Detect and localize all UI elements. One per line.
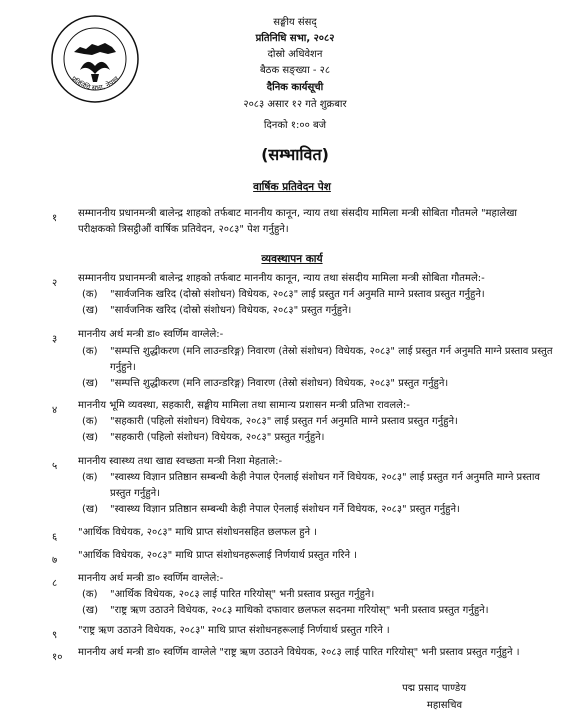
item-2-sub-a: (क) "सार्वजनिक खरिद (दोस्रो संशोधन) विधेयक, २०८३" लाई प्रस्तुत गर्न अनुमति माग्ने प्रस्ताव प्रस्तुत गर्नुहुने। bbox=[82, 289, 485, 300]
item-3-sub-a: (क) "सम्पत्ति शुद्धीकरण (मनि लाउन्डरिङ्ग) निवारण (तेस्रो संशोधन) विधेयक, २०८३" लाई प्रस्तुत गर्न अनुमति माग्ने प्रस्ताव प्रस्तुत गर्नुहुने। bbox=[82, 346, 553, 373]
item-3-number: ३ bbox=[52, 334, 58, 345]
header-session: दोस्रो अधिवेशन bbox=[267, 49, 323, 60]
item-10-text: माननीय अर्थ मन्त्री डा० स्वर्णिम वाग्लेले "राष्ट्र ऋण उठाउने विधेयक, २०८३ लाई पारित गरियोस्" भनी प्रस्ताव प्रस्तुत गर्नुहुने । bbox=[78, 647, 520, 658]
item-7-number: ७ bbox=[52, 555, 58, 566]
item-4-text: माननीय भूमि व्यवस्था, सहकारी, सङ्घीय मामिला तथा सामान्य प्रशासन मन्त्री प्रतिभा रावलले:- bbox=[78, 400, 410, 411]
header-parliament: सङ्घीय संसद् bbox=[273, 17, 317, 28]
item-6-text: "आर्थिक विधेयक, २०८३" माथि प्राप्त संशोधनसहित छलफल हुने । bbox=[78, 527, 318, 538]
parliament-emblem bbox=[50, 14, 140, 104]
item-1-text: सम्माननीय प्रधानमन्त्री बालेन्द्र शाहको तर्फबाट माननीय कानून, न्याय तथा संसदीय मामिला मन्त्री सोबिता गौतमले "महालेखा परीक्षकको त्रिसट्ठीऔं वार्षिक प्रतिवेदन, २०८३" पेश गर्नुहुने। bbox=[78, 208, 517, 235]
item-3-sub-b: (ख) "सम्पत्ति शुद्धीकरण (मनि लाउन्डरिङ्ग) निवारण (तेस्रो संशोधन) विधेयक, २०८३" प्रस्तुत गर्नुहुने। bbox=[82, 378, 449, 389]
emblem-text: प्रतिनिधि सभा, नेपाल bbox=[69, 74, 121, 93]
item-3-text: माननीय अर्थ मन्त्री डा० स्वर्णिम वाग्लेले:- bbox=[78, 329, 224, 340]
item-8-text: माननीय अर्थ मन्त्री डा० स्वर्णिम वाग्लेले:- bbox=[78, 573, 224, 584]
item-4-number: ४ bbox=[52, 405, 58, 416]
item-10-number: १० bbox=[52, 652, 63, 663]
signatory-name: पद्म प्रसाद पाण्डेय bbox=[402, 683, 466, 694]
item-7-text: "आर्थिक विधेयक, २०८३" माथि प्राप्त संशोधनहरूलाई निर्णयार्थ प्रस्तुत गरिने । bbox=[78, 550, 358, 561]
item-1-number: १ bbox=[52, 213, 58, 224]
item-6-number: ६ bbox=[52, 532, 58, 543]
item-9-text: "राष्ट्र ऋण उठाउने विधेयक, २०८३" माथि प्राप्त संशोधनहरूलाई निर्णयार्थ प्रस्तुत गरिने । bbox=[78, 625, 390, 636]
header-house: प्रतिनिधि सभा, २०८२ bbox=[255, 33, 335, 44]
section-legislation: व्यवस्थापन कार्य bbox=[261, 253, 323, 265]
header-agenda-title: दैनिक कार्यसूची bbox=[266, 82, 324, 93]
item-5-sub-a: (क) "स्वास्थ्य विज्ञान प्रतिष्ठान सम्बन्धी केही नेपाल ऐनलाई संशोधन गर्ने विधेयक, २०८३" लाई प्रस्तुत गर्न अनुमति माग्ने प्रस्ताव प्रस्तुत गर्नुहुने। bbox=[82, 472, 540, 499]
header-time: दिनको १:०० बजे bbox=[263, 120, 327, 131]
item-8-sub-b: (ख) "राष्ट्र ऋण उठाउने विधेयक, २०८३ माथिको दफावार छलफल सदनमा गरियोस्" भनी प्रस्ताव प्रस्तुत गर्नुहुने। bbox=[82, 605, 489, 616]
item-9-number: ९ bbox=[52, 630, 58, 641]
header-date: २०८३ असार १२ गते शुक्रबार bbox=[243, 99, 347, 110]
item-5-text: माननीय स्वास्थ्य तथा खाद्य स्वच्छता मन्त्री निशा मेहताले:- bbox=[78, 456, 283, 467]
item-2-number: २ bbox=[52, 278, 58, 289]
item-2-sub-b: (ख) "सार्वजनिक खरिद (दोस्रो संशोधन) विधेयक, २०८३" प्रस्तुत गर्नुहुने। bbox=[82, 305, 352, 316]
item-2-text: सम्माननीय प्रधानमन्त्री बालेन्द्र शाहको तर्फबाट माननीय कानून, न्याय तथा संसदीय मामिला मन्त्री सोबिता गौतमले:- bbox=[78, 273, 485, 284]
item-8-number: ८ bbox=[52, 578, 58, 589]
header-meeting-number: बैठक सङ्ख्या - २८ bbox=[259, 65, 331, 76]
header-tentative: (सम्भावित) bbox=[261, 145, 329, 164]
item-8-sub-a: (क) "आर्थिक विधेयक, २०८३ लाई पारित गरियोस्" भनी प्रस्ताव प्रस्तुत गर्नुहुने। bbox=[82, 589, 375, 600]
item-4-sub-a: (क) "सहकारी (पहिलो संशोधन) विधेयक, २०८३" लाई प्रस्तुत गर्न अनुमति माग्ने प्रस्ताव प्रस्तुत गर्नुहुने। bbox=[82, 416, 458, 427]
item-5-sub-b: (ख) "स्वास्थ्य विज्ञान प्रतिष्ठान सम्बन्धी केही नेपाल ऐनलाई संशोधन गर्ने विधेयक, २०८३" प्रस्तुत गर्नुहुने। bbox=[82, 504, 460, 515]
item-4-sub-b: (ख) "सहकारी (पहिलो संशोधन) विधेयक, २०८३" प्रस्तुत गर्नुहुने। bbox=[82, 432, 325, 443]
item-5-number: ५ bbox=[52, 461, 58, 472]
section-annual-report: वार्षिक प्रतिवेदन पेश bbox=[253, 181, 331, 193]
signatory-title: महासचिव bbox=[426, 700, 462, 711]
